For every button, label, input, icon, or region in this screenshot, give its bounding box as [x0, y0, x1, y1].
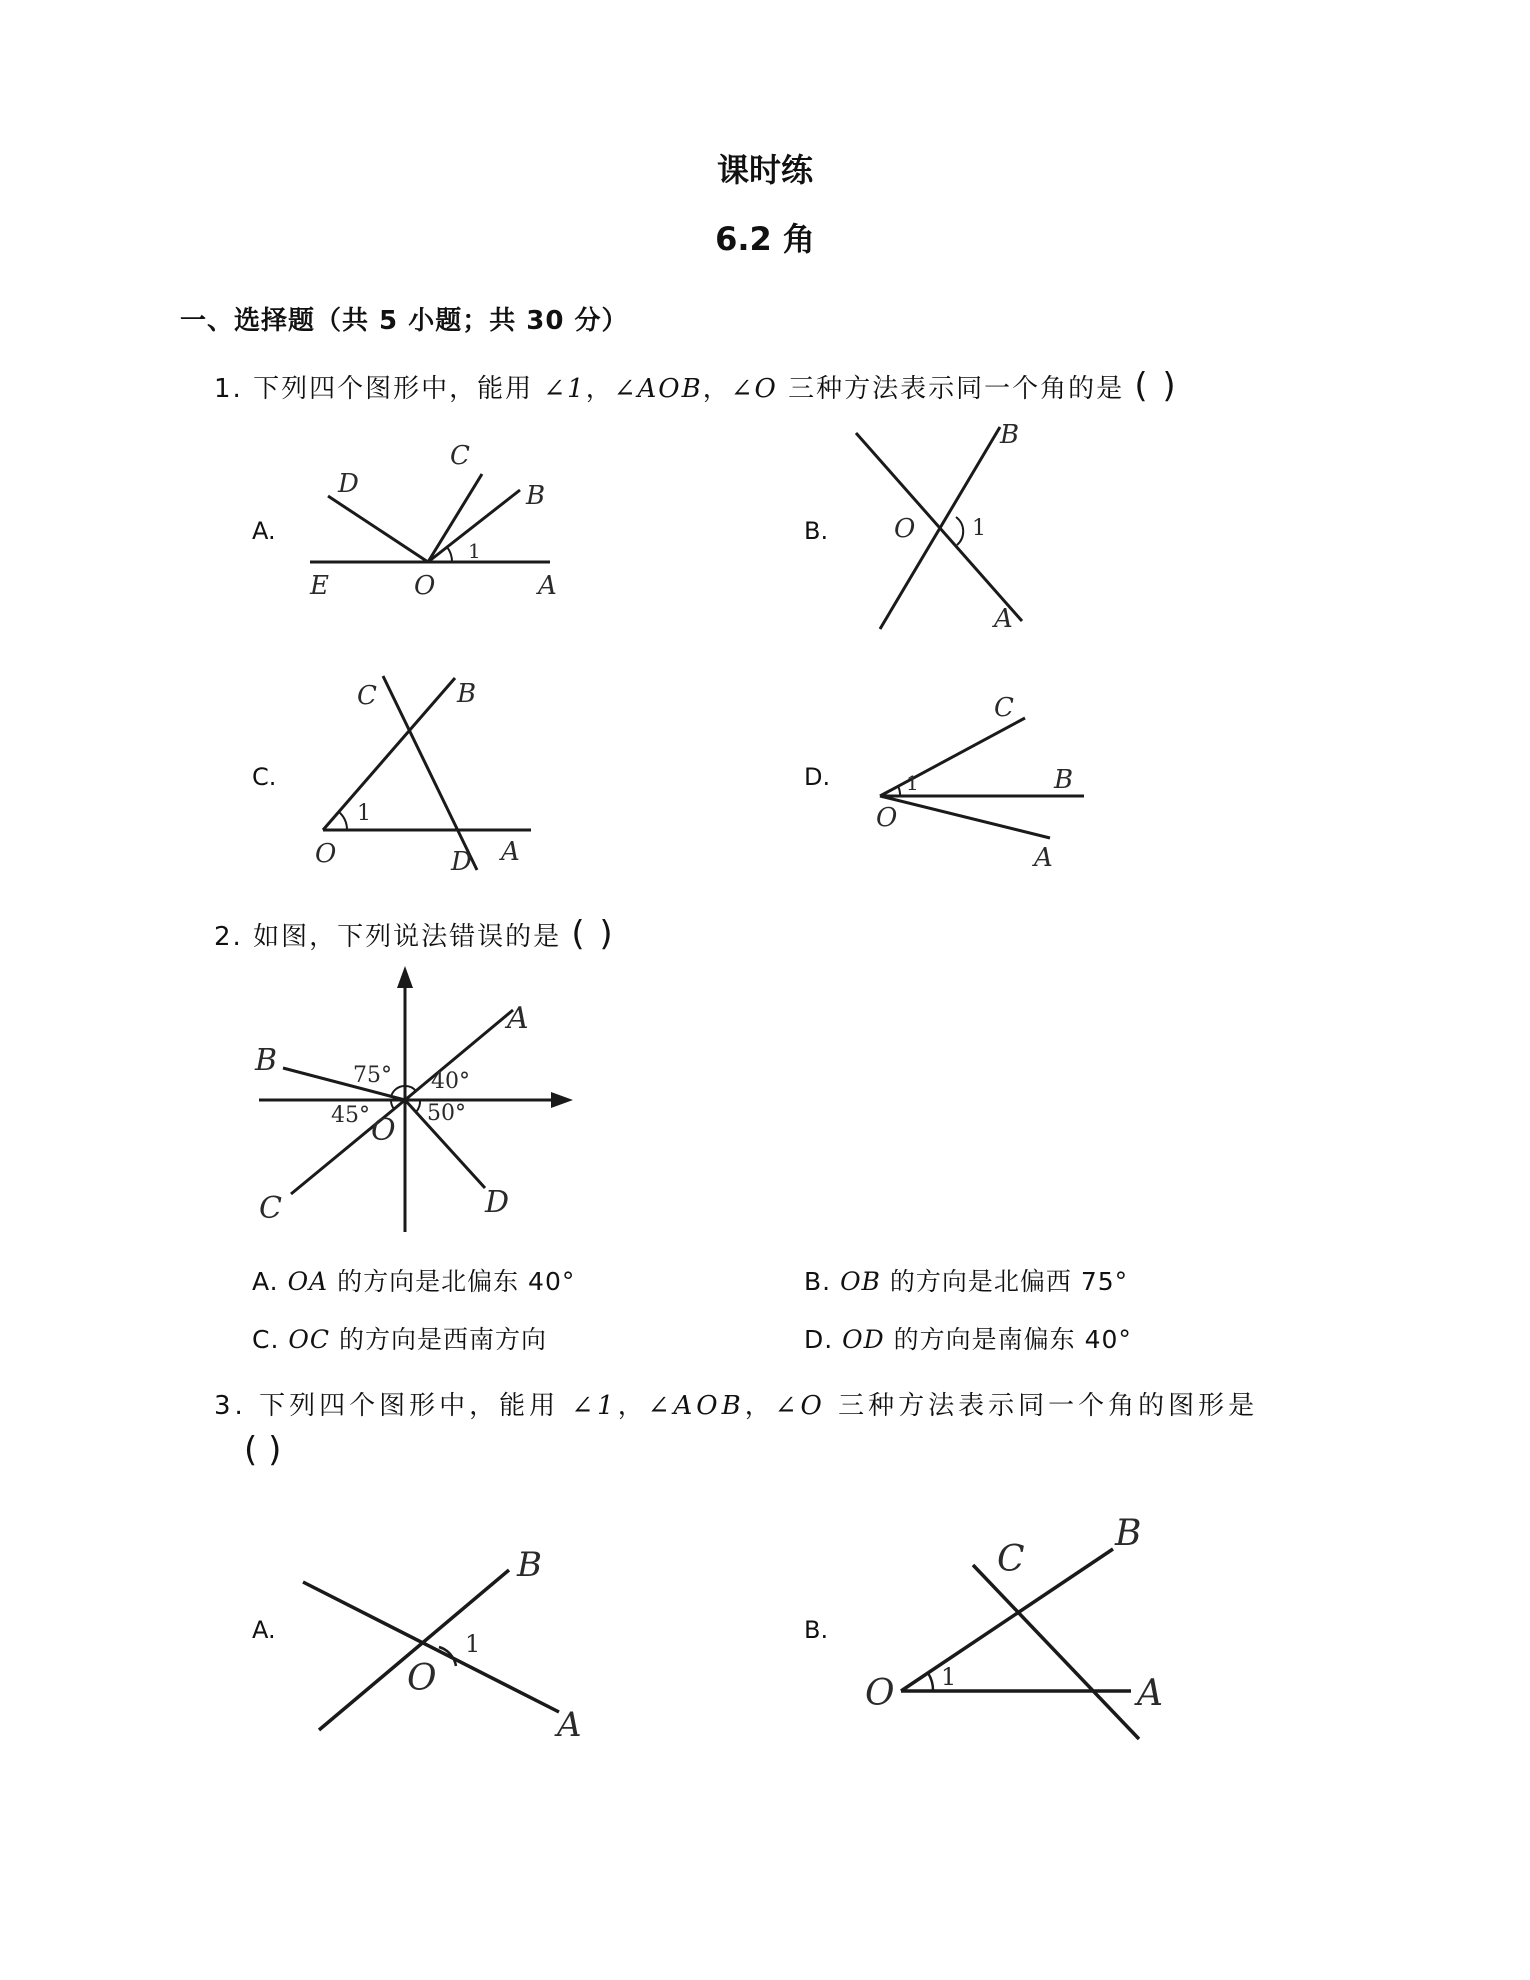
label-a: A — [501, 837, 520, 867]
label-o: O — [865, 1673, 895, 1714]
label-c: C — [259, 1191, 282, 1226]
label-a: A — [1137, 1673, 1163, 1714]
math-angle-aob: ∠AOB — [647, 1391, 745, 1421]
label-d: D — [451, 847, 472, 877]
q3-figure-b — [865, 1505, 1185, 1755]
math-angle-aob: ∠AOB — [613, 374, 703, 404]
option-label-a: A. — [252, 1616, 276, 1644]
option-label-a: A. — [252, 517, 276, 545]
section-heading: 一、选择题（共 5 小题；共 30 分） — [180, 306, 629, 336]
label-d: D — [338, 469, 359, 499]
label-c: C — [994, 693, 1014, 723]
label-a: A — [557, 1705, 582, 1745]
label-b: B — [1115, 1513, 1142, 1554]
option-label-b: B. — [804, 1616, 829, 1644]
label-c: C — [357, 681, 377, 711]
label-c: C — [997, 1539, 1025, 1580]
label-o: O — [894, 514, 916, 544]
option-value: 40° — [1084, 1325, 1132, 1354]
q1-figure-d — [870, 670, 1090, 875]
label-b: B — [457, 679, 477, 709]
option-ray: OA — [287, 1267, 329, 1296]
label-o: O — [876, 803, 898, 833]
label-angle-50: 50° — [427, 1101, 466, 1126]
option-text: 的方向是北偏东 — [337, 1267, 520, 1296]
option-ray: OD — [842, 1325, 885, 1354]
label-angle-1: 1 — [906, 771, 919, 795]
option-ray: OC — [288, 1325, 330, 1354]
question-text: 如图，下列说法错误的是 — [253, 922, 562, 952]
question-1: 1. 下列四个图形中，能用 ∠1，∠AOB，∠O 三种方法表示同一个角的是 ( ) — [214, 366, 1178, 406]
label-b: B — [1054, 765, 1074, 795]
label-angle-1: 1 — [941, 1663, 957, 1691]
question-number: 2. — [214, 922, 243, 952]
question-number: 1. — [214, 374, 243, 404]
label-o: O — [371, 1113, 396, 1148]
label-angle-1: 1 — [972, 516, 986, 541]
option-text: 的方向是西南方向 — [338, 1325, 547, 1354]
math-angle-1: ∠1 — [543, 374, 586, 404]
option-label: B. — [804, 1267, 832, 1296]
label-o: O — [315, 839, 337, 869]
q2-option-a — [252, 1262, 575, 1298]
option-label-d: D. — [804, 763, 831, 791]
question-text: 三种方法表示同一个角的图形是 — [838, 1391, 1259, 1421]
option-ray: OB — [840, 1267, 881, 1296]
option-label: D. — [804, 1325, 834, 1354]
q3-figure-a — [295, 1540, 615, 1760]
label-o: O — [407, 1658, 437, 1699]
answer-blank: ( ) — [1134, 366, 1178, 406]
answer-blank: ( ) — [244, 1430, 282, 1470]
math-angle-1: ∠1 — [571, 1391, 618, 1421]
option-text: 的方向是南偏东 — [893, 1325, 1076, 1354]
question-text: 三种方法表示同一个角的是 — [788, 374, 1125, 404]
label-angle-1: 1 — [465, 1630, 481, 1658]
question-2 — [214, 914, 615, 954]
q2-option-b — [804, 1262, 1128, 1298]
page-title: 课时练 — [716, 151, 813, 189]
label-o: O — [414, 571, 436, 601]
q2-option-d — [804, 1320, 1132, 1356]
q1-figure-c — [305, 670, 555, 875]
math-angle-o: ∠O — [730, 374, 778, 404]
q2-compass-figure — [245, 960, 585, 1240]
label-angle-40: 40° — [431, 1069, 470, 1094]
question-text: 下列四个图形中，能用 — [253, 374, 534, 404]
option-label-c: C. — [252, 763, 277, 791]
label-b: B — [1000, 420, 1020, 450]
label-a: A — [538, 571, 557, 601]
option-label: A. — [252, 1267, 279, 1296]
answer-blank: ( ) — [571, 914, 615, 954]
label-b: B — [255, 1043, 278, 1078]
question-text: 下列四个图形中，能用 — [259, 1391, 560, 1421]
question-number: 3. — [214, 1391, 247, 1421]
option-label: C. — [252, 1325, 280, 1354]
label-angle-1: 1 — [357, 801, 371, 826]
label-c: C — [450, 441, 470, 471]
label-b: B — [517, 1545, 542, 1585]
math-angle-o: ∠O — [774, 1391, 826, 1421]
q1-figure-b — [850, 420, 1050, 640]
label-a: A — [507, 1001, 529, 1036]
q2-option-c — [252, 1320, 547, 1356]
label-d: D — [485, 1185, 510, 1220]
option-text: 的方向是北偏西 — [889, 1267, 1072, 1296]
label-b: B — [526, 481, 546, 511]
question-3: 3. 下列四个图形中，能用 ∠1，∠AOB，∠O 三种方法表示同一个角的图形是 — [214, 1391, 1259, 1421]
label-e: E — [310, 571, 329, 601]
option-value: 40° — [528, 1267, 576, 1296]
q1-figure-a — [300, 430, 560, 610]
label-a: A — [994, 604, 1013, 634]
label-a: A — [1034, 843, 1053, 873]
label-angle-75: 75° — [353, 1063, 392, 1088]
option-label-b: B. — [804, 517, 829, 545]
page-subtitle: 6.2 角 — [715, 220, 815, 258]
option-value: 75° — [1080, 1267, 1129, 1296]
label-angle-1: 1 — [468, 539, 481, 563]
label-angle-45: 45° — [331, 1103, 370, 1128]
